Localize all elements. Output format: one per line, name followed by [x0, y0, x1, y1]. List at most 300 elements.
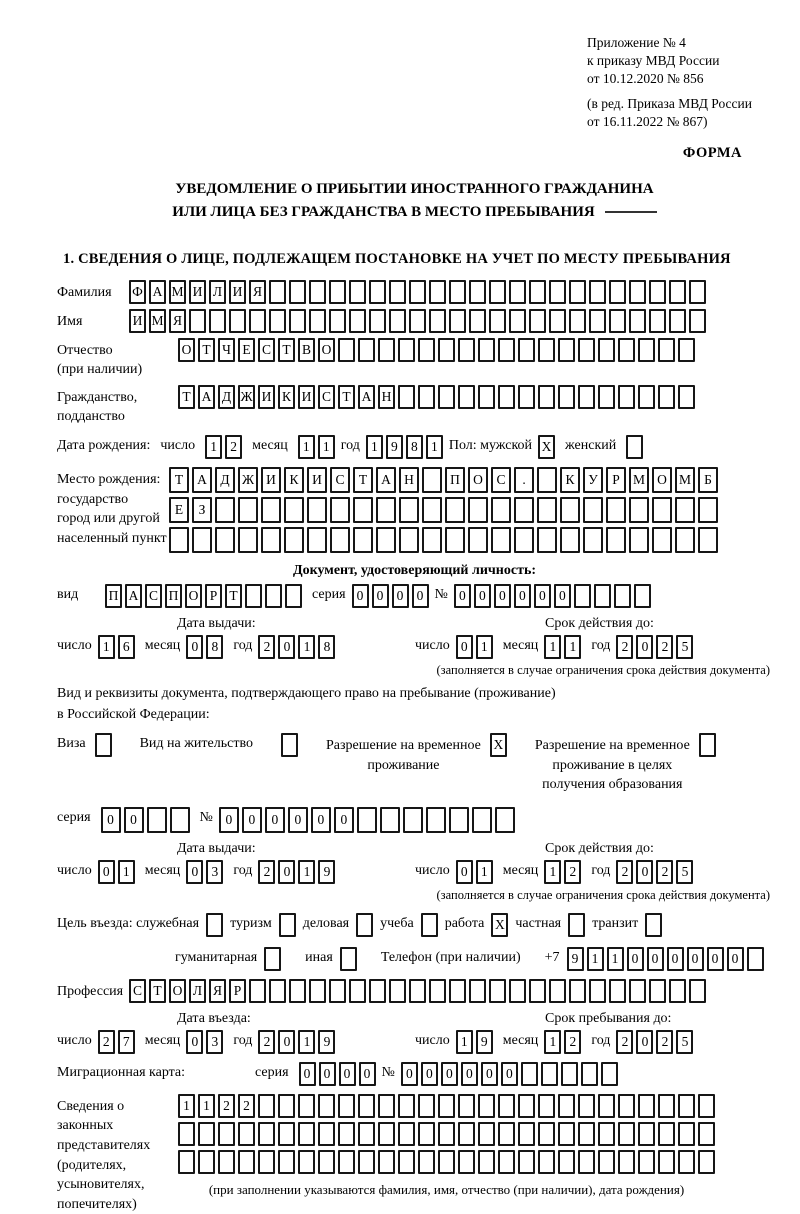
entry-year-cell[interactable]: 9: [318, 1030, 335, 1054]
doc-issue-year-cell[interactable]: 2: [258, 635, 275, 659]
doc-issue-year-cell[interactable]: 0: [278, 635, 295, 659]
birth-place-cell[interactable]: [376, 497, 396, 523]
representatives-cell[interactable]: [298, 1122, 315, 1146]
migration-number-cell[interactable]: 0: [481, 1062, 498, 1086]
birth-place-cell[interactable]: .: [514, 467, 534, 493]
birth-place-cell[interactable]: П: [445, 467, 465, 493]
citizenship-cell[interactable]: [598, 385, 615, 409]
representatives-cell[interactable]: [378, 1150, 395, 1174]
permit-series-cell[interactable]: [147, 807, 167, 833]
birth-place-cell[interactable]: [238, 497, 258, 523]
profession-cell[interactable]: Т: [149, 979, 166, 1003]
birth-place-cell[interactable]: [376, 527, 396, 553]
profession-cell[interactable]: [589, 979, 606, 1003]
surname-cell[interactable]: Л: [209, 280, 226, 304]
representatives-cell[interactable]: [198, 1150, 215, 1174]
patronymic-cell[interactable]: [418, 338, 435, 362]
profession-cell[interactable]: [409, 979, 426, 1003]
birth-place-cell[interactable]: И: [261, 467, 281, 493]
permit-number-cell[interactable]: 0: [265, 807, 285, 833]
phone-cell[interactable]: 1: [587, 947, 604, 971]
doc-number-cell[interactable]: 0: [534, 584, 551, 608]
surname-cell[interactable]: [369, 280, 386, 304]
doc-series-cell[interactable]: 0: [372, 584, 389, 608]
permit-valid-year-cell[interactable]: 2: [656, 860, 673, 884]
permit-number-cell[interactable]: [426, 807, 446, 833]
citizenship-cell[interactable]: И: [258, 385, 275, 409]
representatives-cell[interactable]: 1: [178, 1094, 195, 1118]
representatives-cell[interactable]: [638, 1150, 655, 1174]
surname-cell[interactable]: [329, 280, 346, 304]
citizenship-cell[interactable]: [478, 385, 495, 409]
citizenship-cell[interactable]: [538, 385, 555, 409]
surname-cell[interactable]: [469, 280, 486, 304]
patronymic-cell[interactable]: [358, 338, 375, 362]
permit-number-cell[interactable]: 0: [288, 807, 308, 833]
birth-place-cell[interactable]: А: [376, 467, 396, 493]
citizenship-cell[interactable]: Ж: [238, 385, 255, 409]
purpose-business-checkbox-cell[interactable]: [356, 913, 373, 937]
permit-series-cell[interactable]: 0: [101, 807, 121, 833]
phone-cell[interactable]: 0: [667, 947, 684, 971]
representatives-cell[interactable]: [338, 1094, 355, 1118]
representatives-cell[interactable]: [438, 1150, 455, 1174]
doc-valid-month-cell[interactable]: 1: [564, 635, 581, 659]
surname-cell[interactable]: И: [189, 280, 206, 304]
doc-type-cell[interactable]: П: [105, 584, 122, 608]
birth-place-cell[interactable]: [629, 497, 649, 523]
doc-number-cell[interactable]: 0: [474, 584, 491, 608]
permit-valid-month-cell[interactable]: 2: [564, 860, 581, 884]
permit-valid-day-cell[interactable]: 1: [476, 860, 493, 884]
representatives-cell[interactable]: [218, 1122, 235, 1146]
birth-place-cell[interactable]: [514, 497, 534, 523]
profession-cell[interactable]: [629, 979, 646, 1003]
profession-cell[interactable]: [309, 979, 326, 1003]
phone-cell[interactable]: 0: [627, 947, 644, 971]
profession-cell[interactable]: [249, 979, 266, 1003]
migration-number-cell[interactable]: 0: [441, 1062, 458, 1086]
birth-place-cell[interactable]: М: [629, 467, 649, 493]
citizenship-cell[interactable]: [458, 385, 475, 409]
profession-cell[interactable]: [609, 979, 626, 1003]
profession-cell[interactable]: [649, 979, 666, 1003]
doc-valid-day-cell[interactable]: 0: [456, 635, 473, 659]
doc-number-cell[interactable]: 0: [554, 584, 571, 608]
patronymic-cell[interactable]: [638, 338, 655, 362]
phone-cell[interactable]: 0: [647, 947, 664, 971]
profession-cell[interactable]: Я: [209, 979, 226, 1003]
birth-month-cell[interactable]: 1: [298, 435, 315, 459]
representatives-cell[interactable]: [258, 1150, 275, 1174]
birth-place-cell[interactable]: [192, 527, 212, 553]
representatives-cell[interactable]: [238, 1150, 255, 1174]
citizenship-cell[interactable]: [498, 385, 515, 409]
profession-cell[interactable]: [269, 979, 286, 1003]
birth-place-cell[interactable]: М: [675, 467, 695, 493]
purpose-transit-checkbox-cell[interactable]: [645, 913, 662, 937]
representatives-cell[interactable]: [478, 1094, 495, 1118]
migration-series-cell[interactable]: 0: [319, 1062, 336, 1086]
representatives-cell[interactable]: 1: [198, 1094, 215, 1118]
patronymic-cell[interactable]: [598, 338, 615, 362]
profession-cell[interactable]: [349, 979, 366, 1003]
name-cell[interactable]: [629, 309, 646, 333]
profession-cell[interactable]: [389, 979, 406, 1003]
name-cell[interactable]: [509, 309, 526, 333]
name-cell[interactable]: [269, 309, 286, 333]
birth-place-cell[interactable]: [330, 527, 350, 553]
representatives-cell[interactable]: [598, 1094, 615, 1118]
entry-year-cell[interactable]: 1: [298, 1030, 315, 1054]
surname-cell[interactable]: [349, 280, 366, 304]
profession-cell[interactable]: Р: [229, 979, 246, 1003]
representatives-cell[interactable]: [418, 1094, 435, 1118]
birth-place-cell[interactable]: [698, 497, 718, 523]
surname-cell[interactable]: [669, 280, 686, 304]
name-cell[interactable]: И: [129, 309, 146, 333]
patronymic-cell[interactable]: Т: [198, 338, 215, 362]
surname-cell[interactable]: [649, 280, 666, 304]
permit-valid-year-cell[interactable]: 5: [676, 860, 693, 884]
name-cell[interactable]: [469, 309, 486, 333]
surname-cell[interactable]: [489, 280, 506, 304]
surname-cell[interactable]: [609, 280, 626, 304]
citizenship-cell[interactable]: [418, 385, 435, 409]
sex-female-checkbox-cell[interactable]: [626, 435, 643, 459]
permit-number-cell[interactable]: [403, 807, 423, 833]
citizenship-cell[interactable]: Н: [378, 385, 395, 409]
representatives-cell[interactable]: [678, 1150, 695, 1174]
representatives-cell[interactable]: [238, 1122, 255, 1146]
name-cell[interactable]: [209, 309, 226, 333]
name-cell[interactable]: М: [149, 309, 166, 333]
representatives-cell[interactable]: [218, 1150, 235, 1174]
representatives-cell[interactable]: [178, 1150, 195, 1174]
permit-valid-year-cell[interactable]: 2: [616, 860, 633, 884]
representatives-cell[interactable]: [398, 1094, 415, 1118]
doc-type-cell[interactable]: А: [125, 584, 142, 608]
representatives-cell[interactable]: [518, 1150, 535, 1174]
surname-cell[interactable]: И: [229, 280, 246, 304]
profession-cell[interactable]: [509, 979, 526, 1003]
name-cell[interactable]: [189, 309, 206, 333]
citizenship-cell[interactable]: [398, 385, 415, 409]
representatives-cell[interactable]: [478, 1150, 495, 1174]
doc-type-cell[interactable]: [265, 584, 282, 608]
visa-checkbox-cell[interactable]: [95, 733, 112, 757]
surname-cell[interactable]: М: [169, 280, 186, 304]
citizenship-cell[interactable]: [558, 385, 575, 409]
birth-place-cell[interactable]: С: [330, 467, 350, 493]
representatives-cell[interactable]: [598, 1150, 615, 1174]
citizenship-cell[interactable]: Т: [338, 385, 355, 409]
permit-number-cell[interactable]: [472, 807, 492, 833]
profession-cell[interactable]: [689, 979, 706, 1003]
permit-issue-month-cell[interactable]: 0: [186, 860, 203, 884]
residence-permit-checkbox-cell[interactable]: [281, 733, 298, 757]
representatives-cell[interactable]: [338, 1122, 355, 1146]
representatives-cell[interactable]: [178, 1122, 195, 1146]
citizenship-cell[interactable]: К: [278, 385, 295, 409]
representatives-cell[interactable]: [258, 1122, 275, 1146]
representatives-cell[interactable]: [658, 1122, 675, 1146]
representatives-cell[interactable]: [618, 1122, 635, 1146]
entry-month-cell[interactable]: 0: [186, 1030, 203, 1054]
doc-number-cell[interactable]: [594, 584, 611, 608]
doc-type-cell[interactable]: Р: [205, 584, 222, 608]
birth-place-cell[interactable]: [560, 497, 580, 523]
permit-number-cell[interactable]: [357, 807, 377, 833]
permit-series-cell[interactable]: [170, 807, 190, 833]
birth-place-cell[interactable]: У: [583, 467, 603, 493]
birth-place-cell[interactable]: Д: [215, 467, 235, 493]
birth-place-cell[interactable]: [583, 497, 603, 523]
sex-male-checkbox-cell[interactable]: X: [538, 435, 555, 459]
representatives-cell[interactable]: [618, 1094, 635, 1118]
birth-place-cell[interactable]: [652, 497, 672, 523]
representatives-cell[interactable]: [318, 1094, 335, 1118]
representatives-cell[interactable]: [638, 1122, 655, 1146]
stay-day-cell[interactable]: 1: [456, 1030, 473, 1054]
birth-place-cell[interactable]: [468, 497, 488, 523]
representatives-cell[interactable]: [498, 1094, 515, 1118]
representatives-cell[interactable]: [498, 1150, 515, 1174]
stay-month-cell[interactable]: 1: [544, 1030, 561, 1054]
representatives-cell[interactable]: [438, 1094, 455, 1118]
birth-place-cell[interactable]: Н: [399, 467, 419, 493]
doc-number-cell[interactable]: [614, 584, 631, 608]
patronymic-cell[interactable]: [518, 338, 535, 362]
name-cell[interactable]: [309, 309, 326, 333]
doc-type-cell[interactable]: [245, 584, 262, 608]
birth-place-cell[interactable]: С: [491, 467, 511, 493]
name-cell[interactable]: [349, 309, 366, 333]
birth-place-cell[interactable]: [583, 527, 603, 553]
name-cell[interactable]: Я: [169, 309, 186, 333]
name-cell[interactable]: [389, 309, 406, 333]
surname-cell[interactable]: [529, 280, 546, 304]
surname-cell[interactable]: [409, 280, 426, 304]
birth-place-cell[interactable]: [606, 527, 626, 553]
birth-place-cell[interactable]: [330, 497, 350, 523]
representatives-cell[interactable]: [678, 1094, 695, 1118]
entry-year-cell[interactable]: 2: [258, 1030, 275, 1054]
birth-place-cell[interactable]: [169, 527, 189, 553]
representatives-cell[interactable]: [698, 1094, 715, 1118]
doc-valid-month-cell[interactable]: 1: [544, 635, 561, 659]
doc-issue-day-cell[interactable]: 6: [118, 635, 135, 659]
migration-number-cell[interactable]: 0: [401, 1062, 418, 1086]
birth-place-cell[interactable]: [422, 527, 442, 553]
name-cell[interactable]: [649, 309, 666, 333]
citizenship-cell[interactable]: [638, 385, 655, 409]
birth-day-cell[interactable]: 1: [205, 435, 222, 459]
surname-cell[interactable]: [509, 280, 526, 304]
citizenship-cell[interactable]: А: [198, 385, 215, 409]
birth-place-cell[interactable]: [238, 527, 258, 553]
birth-place-cell[interactable]: [606, 497, 626, 523]
representatives-cell[interactable]: [418, 1150, 435, 1174]
birth-place-cell[interactable]: [422, 497, 442, 523]
representatives-cell[interactable]: [458, 1094, 475, 1118]
stay-year-cell[interactable]: 5: [676, 1030, 693, 1054]
birth-place-cell[interactable]: Т: [353, 467, 373, 493]
birth-place-cell[interactable]: И: [307, 467, 327, 493]
birth-place-cell[interactable]: [284, 497, 304, 523]
birth-place-cell[interactable]: [307, 497, 327, 523]
profession-cell[interactable]: [669, 979, 686, 1003]
phone-cell[interactable]: 0: [687, 947, 704, 971]
birth-place-cell[interactable]: [399, 497, 419, 523]
permit-number-cell[interactable]: [380, 807, 400, 833]
birth-place-cell[interactable]: О: [468, 467, 488, 493]
purpose-official-checkbox-cell[interactable]: [206, 913, 223, 937]
permit-issue-day-cell[interactable]: 1: [118, 860, 135, 884]
profession-cell[interactable]: О: [169, 979, 186, 1003]
birth-place-cell[interactable]: Р: [606, 467, 626, 493]
name-cell[interactable]: [689, 309, 706, 333]
birth-place-cell[interactable]: [698, 527, 718, 553]
permit-issue-day-cell[interactable]: 0: [98, 860, 115, 884]
birth-place-cell[interactable]: А: [192, 467, 212, 493]
doc-valid-year-cell[interactable]: 2: [656, 635, 673, 659]
surname-cell[interactable]: [309, 280, 326, 304]
representatives-cell[interactable]: [458, 1150, 475, 1174]
birth-place-cell[interactable]: [468, 527, 488, 553]
profession-cell[interactable]: [329, 979, 346, 1003]
doc-number-cell[interactable]: 0: [514, 584, 531, 608]
permit-issue-month-cell[interactable]: 3: [206, 860, 223, 884]
profession-cell[interactable]: [529, 979, 546, 1003]
entry-day-cell[interactable]: 7: [118, 1030, 135, 1054]
birth-place-cell[interactable]: [422, 467, 442, 493]
patronymic-cell[interactable]: О: [318, 338, 335, 362]
birth-year-cell[interactable]: 1: [426, 435, 443, 459]
permit-valid-day-cell[interactable]: 0: [456, 860, 473, 884]
name-cell[interactable]: [529, 309, 546, 333]
permit-series-cell[interactable]: 0: [124, 807, 144, 833]
name-cell[interactable]: [669, 309, 686, 333]
patronymic-cell[interactable]: С: [258, 338, 275, 362]
representatives-cell[interactable]: [318, 1122, 335, 1146]
birth-place-cell[interactable]: [560, 527, 580, 553]
permit-number-cell[interactable]: [449, 807, 469, 833]
representatives-cell[interactable]: [618, 1150, 635, 1174]
profession-cell[interactable]: [369, 979, 386, 1003]
representatives-cell[interactable]: [558, 1150, 575, 1174]
doc-series-cell[interactable]: 0: [352, 584, 369, 608]
profession-cell[interactable]: [489, 979, 506, 1003]
entry-month-cell[interactable]: 3: [206, 1030, 223, 1054]
migration-number-cell[interactable]: [601, 1062, 618, 1086]
representatives-cell[interactable]: [298, 1094, 315, 1118]
migration-number-cell[interactable]: 0: [461, 1062, 478, 1086]
doc-valid-day-cell[interactable]: 1: [476, 635, 493, 659]
representatives-cell[interactable]: [658, 1150, 675, 1174]
birth-place-cell[interactable]: К: [284, 467, 304, 493]
surname-cell[interactable]: [689, 280, 706, 304]
doc-issue-year-cell[interactable]: 8: [318, 635, 335, 659]
birth-place-cell[interactable]: Т: [169, 467, 189, 493]
representatives-cell[interactable]: [258, 1094, 275, 1118]
birth-place-cell[interactable]: [307, 527, 327, 553]
purpose-work-checkbox-cell[interactable]: X: [491, 913, 508, 937]
representatives-cell[interactable]: [558, 1094, 575, 1118]
name-cell[interactable]: [449, 309, 466, 333]
citizenship-cell[interactable]: [678, 385, 695, 409]
profession-cell[interactable]: [469, 979, 486, 1003]
permit-valid-month-cell[interactable]: 1: [544, 860, 561, 884]
citizenship-cell[interactable]: [658, 385, 675, 409]
profession-cell[interactable]: С: [129, 979, 146, 1003]
phone-cell[interactable]: 0: [707, 947, 724, 971]
patronymic-cell[interactable]: Е: [238, 338, 255, 362]
name-cell[interactable]: [369, 309, 386, 333]
patronymic-cell[interactable]: [458, 338, 475, 362]
birth-place-cell[interactable]: [491, 497, 511, 523]
representatives-cell[interactable]: [678, 1122, 695, 1146]
patronymic-cell[interactable]: В: [298, 338, 315, 362]
patronymic-cell[interactable]: [578, 338, 595, 362]
birth-place-cell[interactable]: [445, 527, 465, 553]
patronymic-cell[interactable]: Ч: [218, 338, 235, 362]
profession-cell[interactable]: Л: [189, 979, 206, 1003]
birth-place-cell[interactable]: [514, 527, 534, 553]
doc-issue-year-cell[interactable]: 1: [298, 635, 315, 659]
doc-valid-year-cell[interactable]: 0: [636, 635, 653, 659]
representatives-cell[interactable]: [698, 1150, 715, 1174]
birth-year-cell[interactable]: 8: [406, 435, 423, 459]
representatives-cell[interactable]: [698, 1122, 715, 1146]
representatives-cell[interactable]: [398, 1122, 415, 1146]
representatives-cell[interactable]: [298, 1150, 315, 1174]
birth-day-cell[interactable]: 2: [225, 435, 242, 459]
permit-number-cell[interactable]: 0: [219, 807, 239, 833]
name-cell[interactable]: [569, 309, 586, 333]
profession-cell[interactable]: [289, 979, 306, 1003]
representatives-cell[interactable]: [538, 1150, 555, 1174]
doc-number-cell[interactable]: 0: [454, 584, 471, 608]
patronymic-cell[interactable]: [678, 338, 695, 362]
citizenship-cell[interactable]: [438, 385, 455, 409]
migration-number-cell[interactable]: [541, 1062, 558, 1086]
purpose-humanitarian-checkbox-cell[interactable]: [264, 947, 281, 971]
surname-cell[interactable]: А: [149, 280, 166, 304]
citizenship-cell[interactable]: Т: [178, 385, 195, 409]
patronymic-cell[interactable]: [618, 338, 635, 362]
citizenship-cell[interactable]: И: [298, 385, 315, 409]
permit-issue-year-cell[interactable]: 0: [278, 860, 295, 884]
surname-cell[interactable]: [629, 280, 646, 304]
birth-place-cell[interactable]: [261, 497, 281, 523]
stay-year-cell[interactable]: 2: [656, 1030, 673, 1054]
migration-number-cell[interactable]: [581, 1062, 598, 1086]
representatives-cell[interactable]: [278, 1122, 295, 1146]
doc-valid-year-cell[interactable]: 5: [676, 635, 693, 659]
representatives-cell[interactable]: [578, 1094, 595, 1118]
doc-issue-month-cell[interactable]: 8: [206, 635, 223, 659]
representatives-cell[interactable]: [518, 1122, 535, 1146]
doc-issue-day-cell[interactable]: 1: [98, 635, 115, 659]
birth-place-cell[interactable]: [537, 497, 557, 523]
patronymic-cell[interactable]: [498, 338, 515, 362]
representatives-cell[interactable]: [598, 1122, 615, 1146]
representatives-cell[interactable]: [578, 1122, 595, 1146]
representatives-cell[interactable]: 2: [238, 1094, 255, 1118]
citizenship-cell[interactable]: Д: [218, 385, 235, 409]
doc-series-cell[interactable]: 0: [392, 584, 409, 608]
